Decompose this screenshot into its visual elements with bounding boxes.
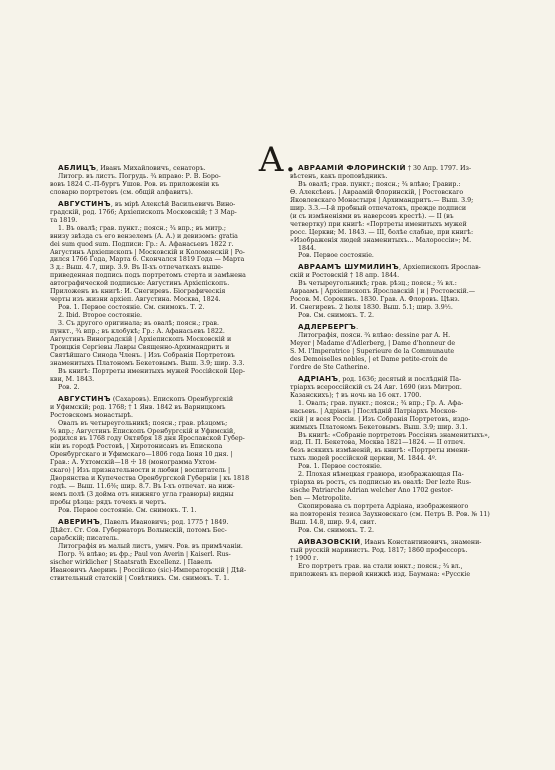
text-line: АДРІАНЪ, род. 1636; десятый и послѣдній Па-	[298, 374, 462, 383]
text-line: ніи въ городѣ Ростовѣ, | Хиротонисанъ въ Епископа	[50, 443, 223, 451]
text-line: и Уфимскій; род. 1768; † 1 Янв. 1842 въ Варницкомъ	[50, 403, 226, 411]
text-line: Авраамъ | Архіепископъ Ярославскій | и | Ростовскій.—	[290, 288, 476, 296]
text-line: на повторенія тезиса Заухновскаго (см. Петръ В. Ров. № 11)	[290, 511, 490, 519]
text-line: Ров. См. снимокъ. Т. 2.	[298, 312, 375, 320]
text-line: тый русскій маринистъ. Род. 1817; 1860 профессоръ.	[290, 546, 468, 554]
text-line: 3. Съ другого оригинала; въ овалѣ; поясн.; грав.	[58, 320, 219, 328]
text-line: вовъ 1824 С.-П-бургъ Ушов. Ров. въ приложеніи къ	[50, 180, 220, 188]
text-line: автографической подписью: Августинъ Архієпіскопъ.	[50, 280, 230, 288]
text-line: 1844.	[298, 244, 317, 252]
text-line: Литогр. въ листъ. Погрудь. ¾ вправо: Р. В. Боро-	[58, 172, 221, 180]
text-line: насьевъ. | Адріанъ | Послѣдній Патріархъ Москов-	[290, 407, 458, 415]
text-line: годѣ. — Выш. 11.6⅜; шир. 8.7. Въ I-хъ отпечат. на ниж-	[50, 483, 235, 491]
text-line: И. Снегиревъ. 2 Іюля 1830. Выш. 5.1; шир. 3.9½.	[290, 304, 453, 312]
section-letter: А.	[258, 140, 297, 180]
text-line: АЙВАЗОВСКІЙ, Иванъ Константиновичъ, знамени-	[298, 537, 482, 546]
text-line: словарю портретовъ (см. общій алфавитъ).	[50, 188, 193, 196]
text-line: родился въ 1768 году Октября 18 дня Ярославской Губер-	[50, 435, 245, 443]
text-line: 2. Плохая нѣмецкая гравюра, изображающая Па-	[298, 471, 464, 479]
text-line: скій и Ростовскій † 18 апр. 1844.	[290, 272, 400, 280]
text-line: Казанскихъ); † въ ночь на 16 окт. 1700.	[290, 391, 422, 399]
text-line: Дворянства и Купечества Оренбургской Губерніи | къ 1818	[50, 475, 250, 483]
text-line: знаменитыхъ Платономъ Бекетовымъ. Выш. 3.9; шир. 3.3.	[50, 359, 245, 367]
right-column	[290, 164, 512, 579]
text-line: «Изображенія людей знаменитыхъ... Малороссіи»; М.	[290, 236, 472, 244]
text-line: приведенная подпись подъ портретомъ стерта и замѣнена	[50, 272, 246, 280]
text-line: приложенъ къ первой книжкѣ изд. Баумана: «Русскіе	[290, 570, 471, 578]
text-line: пробы рѣзца: рядъ точекъ и чертъ.	[50, 499, 167, 507]
text-line: dei sum quod sum. Подписи: Гр.: А. Афанасьевъ 1822 г.	[50, 240, 234, 248]
text-line: пункт., ¾ впр.; въ клобукѣ; Гр.: А. Афанасьевъ 1822.	[50, 328, 225, 336]
text-line: изд. П. П. Бекетова, Москва 1821—1824. — II отпеч.	[290, 439, 466, 447]
text-line: Ров. Первое состояніе.	[298, 252, 374, 260]
left-column	[50, 164, 278, 583]
text-line: Ростовскомъ монастырѣ.	[50, 411, 134, 419]
text-line: жимыхъ Платономъ Бекетовымъ. Выш. 3.9; шир. 3.1.	[290, 423, 468, 431]
text-line: Ров. 2.	[58, 383, 80, 391]
text-line: скій | и всея Россіи. | Изъ Собранія Портретовъ, издо-	[290, 415, 471, 423]
text-line: вѣстенъ, какъ проповѣдникъ.	[290, 172, 388, 180]
text-line: Приложенъ въ книгѣ: И. Снегиревъ. Біографическія	[50, 288, 226, 296]
text-line: АВГУСТИНЪ, въ мірѣ Алексѣй Васильевичъ Вино-	[58, 199, 236, 208]
text-line: Ров. См. снимокъ. Т. 2.	[298, 526, 375, 534]
text-line: Августинъ Архіепископъ | Московскій и Коломенскій | Ро-	[50, 248, 245, 256]
text-line: 3 д.: Выш. 4.7, шир. 3.9. Въ II-хъ отпечаткахъ выше-	[50, 264, 224, 272]
text-line: шир. 3.3.—I-й пробный отпечатокъ, прежде подписи	[290, 204, 467, 212]
text-line: Его портретъ грав. на стали юнкт.; поясн.; ¾ вл.,	[298, 562, 463, 570]
text-line: (и съ измѣненіями въ наверсовъ крестѣ). — II (въ	[290, 212, 454, 220]
text-line: четвертку) при книгѣ: «Портреты именитыхъ мужей	[290, 220, 467, 228]
text-line: Ров. 1. Первое состояніе. См. снимокъ. Т. 2.	[58, 304, 205, 312]
text-line: Литографія, поясн. ¾ влѣво: dessine par A. H.	[298, 332, 451, 340]
text-line: Яковлевскаго Монастыря | Архимандритъ.— Выш. 3.9;	[290, 196, 474, 204]
text-line: Ров. Первое состояніе. См. снимокъ. Т. 1.	[58, 507, 197, 515]
text-line: АВРААМЪ ШУМИЛИНЪ, Архіепископъ Ярослав-	[298, 263, 481, 272]
text-line: АБЛИЦЪ, Иванъ Михайловичъ, сенаторъ.	[58, 164, 206, 172]
text-line: sischer wirklicher | Staatsrath Excellenz. | Павелъ	[50, 558, 213, 566]
text-line: Святѣйшаго Синода Членъ. | Изъ Собранія Портретовъ	[50, 351, 235, 359]
text-line: Въ книгѣ: «Собраніе портретовъ Россіянъ знаменитыхъ»,	[298, 431, 490, 439]
text-line: Троицкія Сергіевы Лавры Священно-Архимандритъ и	[50, 343, 230, 351]
text-line: ¾ впр.; Августинъ Епископъ Оренбургскій и Уфимскій,	[50, 427, 236, 435]
text-line: та 1819.	[50, 216, 78, 224]
text-line: Въ книгѣ: Портреты именитыхъ мужей Россійской Цер-	[58, 367, 245, 375]
text-line: безъ всякихъ измѣненій, въ книгѣ: «Портреты имени-	[290, 447, 470, 455]
text-line: Литографія въ малый листъ, умнч. Ров. въ примѣчаніи.	[58, 542, 243, 550]
text-line: Овалъ въ четыреугольникѣ; поясн.; грав. рѣзцомъ;	[58, 419, 228, 427]
text-line: тріарха въ ростъ, съ подписью въ овалѣ: Der lezte Rus-	[290, 479, 472, 487]
text-line: Выш. 14.8, шир. 9.4, свит.	[290, 518, 377, 526]
text-line: Ров. 1. Первое состояніе.	[298, 463, 382, 471]
text-line: Ивановичъ Аверинъ | Россійско (sic)-Императорскій | Дѣй-	[50, 566, 247, 574]
text-line: Грав.: А. Ухтомскій—18 ☩ 18 (монограмма Ухтом-	[50, 459, 217, 467]
text-line: сарабскій; писатель.	[50, 534, 119, 542]
text-line: кви, М. 1843.	[50, 375, 95, 383]
text-line: Ѳ. Алексѣевъ. | Авраамій Флоринскій, | Ростовскаго	[290, 188, 464, 196]
text-line: немъ полѣ (3 дойма отъ нижняго угла гравюры) видны	[50, 491, 234, 499]
text-line: ствительный статскій | Совѣтникъ. См. снимокъ. Т. 1.	[50, 574, 230, 582]
text-line: 1. Овалъ; грав. пункт.; поясн.; ¾ впр.; Гр. А. Афа-	[298, 399, 464, 407]
text-line: 1. Въ овалѣ; грав. пункт.; поясн.; ¾ впр.; въ митр.;	[58, 224, 227, 232]
text-line: Дѣйст. Ст. Сов. Губернаторъ Волынскій, потомъ Бес-	[50, 526, 227, 534]
text-line: Росов. М. Сорокинъ. 1830. Грав. А. Флоровъ. Цѣнз.	[290, 296, 460, 304]
text-line: дился 1766 Года, Марта 6. Скончался 1819 Года — Марта	[50, 256, 245, 264]
text-line: внизу звѣзда съ его вензелемъ (А. А.) и девизомъ: gratia	[50, 232, 238, 240]
text-line: sische Patriarche Adrian welcher Ano 1702 gestor-	[290, 487, 453, 495]
text-line: l'ordre de Ste Catherine.	[290, 363, 370, 371]
text-line: Погр. ¾ влѣво; въ фр.; Paul von Averin | Kaiserl. Rus-	[58, 550, 231, 558]
text-line: ben — Metropolite.	[290, 495, 352, 503]
text-line: АВРААМІЙ ФЛОРИНСКІЙ † 30 Апр. 1797. Из-	[298, 164, 472, 172]
text-line: черты изъ жизни архіеп. Августина. Москва, 1824.	[50, 296, 221, 304]
text-line: Скопирована съ портрета Адріана, изображенного	[298, 503, 469, 511]
text-line: Въ четыреугольникѣ; грав. рѣзц.; поясн.; ¾ вл.:	[298, 280, 457, 288]
text-line: градскій, род. 1766; Архіепископъ Московскій; † 3 Мар-	[50, 208, 237, 216]
text-line: тыхъ людей россійской церкви, М. 1844. 4º.	[290, 455, 437, 463]
text-line: росс. Церкви; М. 1843. — III, болѣе слабые, при книгѣ:	[290, 228, 474, 236]
text-line: АВЕРИНЪ, Павелъ Ивановичъ; род. 1775 † 1849.	[58, 517, 229, 526]
text-line: S. M. l'Imperatrice | Superieure de la Communaute	[290, 347, 455, 355]
text-line: Августинъ Виноградскій | Архіепископъ Московскій и	[50, 336, 232, 344]
text-line: † 1900 г.	[290, 554, 319, 562]
text-line: АВГУСТИНЪ (Сахаровъ). Епископъ Оренбургскій	[58, 394, 234, 403]
text-line: АДЛЕРБЕРГЪ.	[298, 323, 359, 332]
text-line: тріархъ всероссійскій съ 24 Авг. 1690 (изъ Митроп.	[290, 383, 462, 391]
text-line: des Demoiselles nobles, | et Dame petite-croix de	[290, 355, 448, 363]
text-line: Meyer | Madame d'Adlerberg, | Dame d'honneur de	[290, 340, 456, 348]
text-line: 2. Ibid. Второе состояніе.	[58, 312, 143, 320]
text-line: Оренбургскаго и Уфимскаго—1806 года Іюня 10 дня. |	[50, 451, 233, 459]
text-line: Въ овалѣ; грав. пункт.; поясн.; ¾ влѣво; Гравир.:	[298, 180, 461, 188]
text-line: скаго) | Изъ признательности и любви | воспитатель |	[50, 467, 231, 475]
